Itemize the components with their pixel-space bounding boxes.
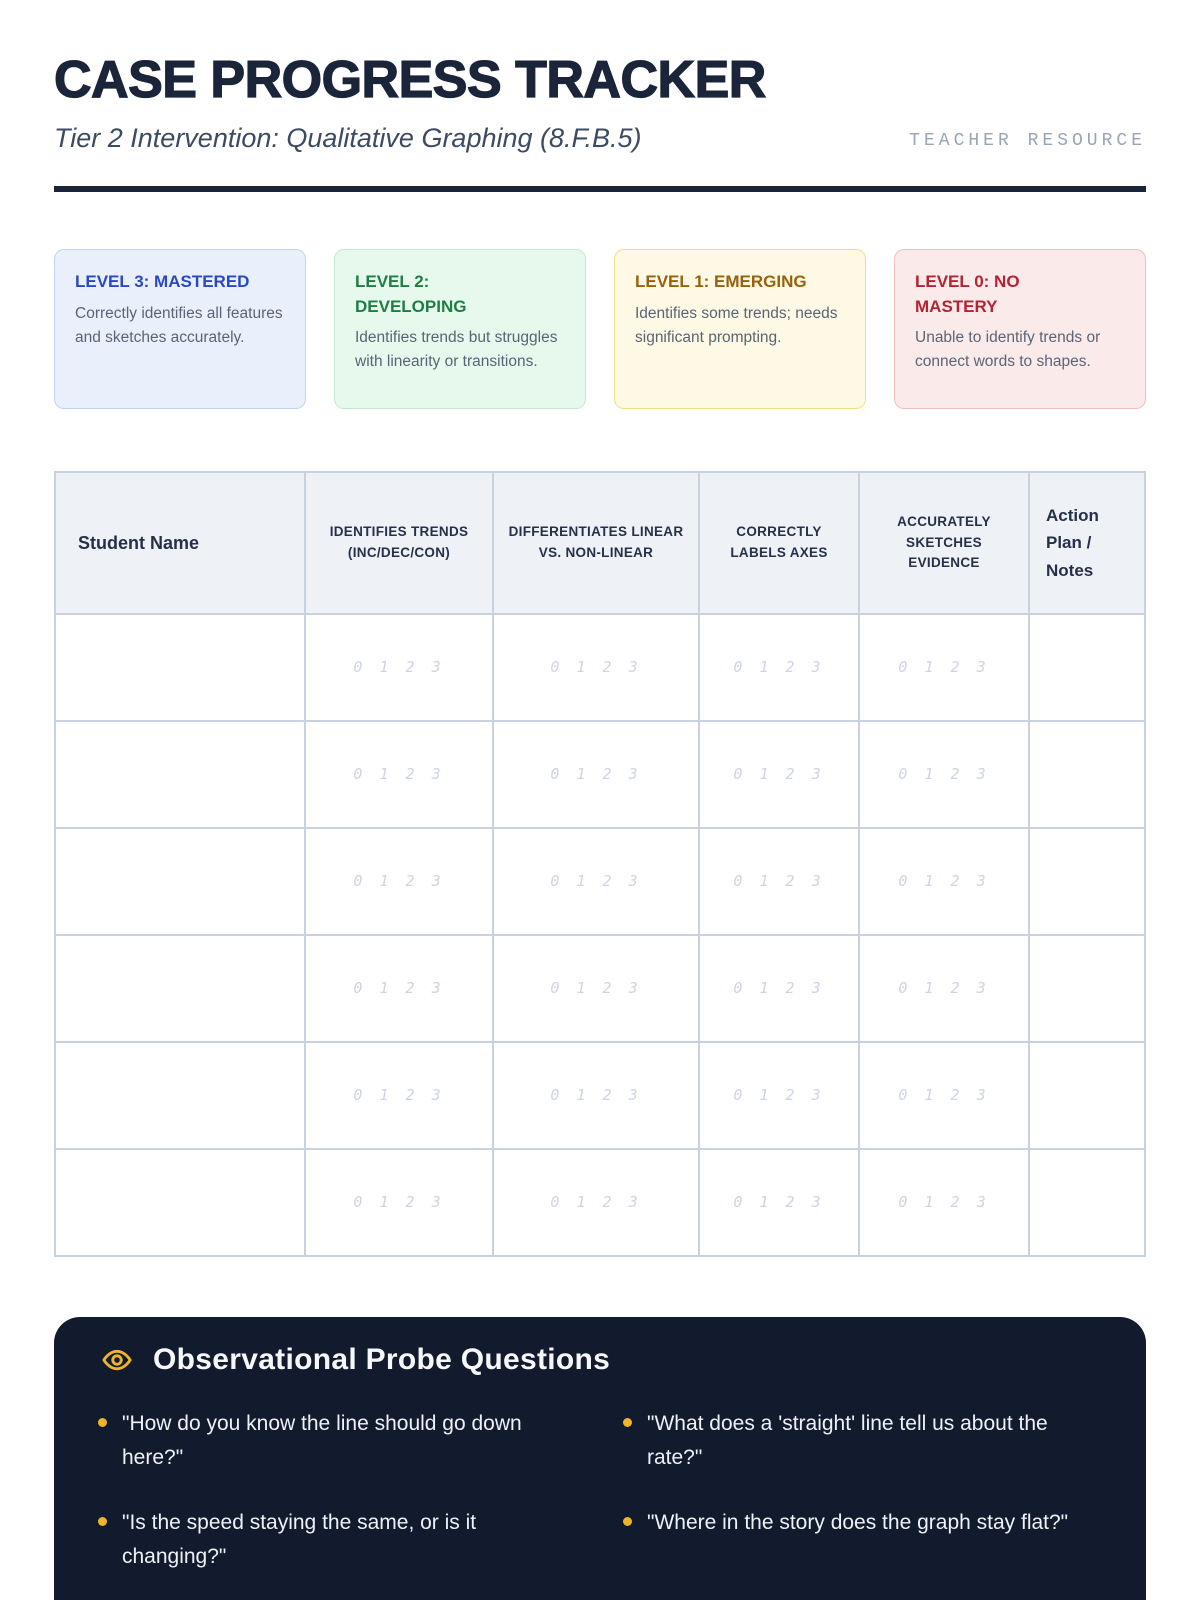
score-options-hint: 0 1 2 3 — [353, 1193, 445, 1211]
rubric-level-description: Unable to identify trends or connect words to shapes. — [915, 329, 1101, 371]
score-options-hint: 0 1 2 3 — [733, 1193, 825, 1211]
probes-header — [98, 1343, 1102, 1377]
table-header — [55, 472, 1145, 614]
score-options-hint: 0 1 2 3 — [353, 658, 445, 676]
probe-questions-panel — [54, 1317, 1146, 1600]
score-cell[interactable] — [493, 721, 699, 828]
score-cell[interactable] — [305, 1042, 493, 1149]
student-name-cell[interactable] — [55, 614, 305, 721]
score-options-hint: 0 1 2 3 — [353, 765, 445, 783]
content — [54, 0, 1146, 1600]
subtitle-row — [54, 123, 1146, 154]
teacher-resource-badge: TEACHER RESOURCE — [909, 131, 1146, 151]
col-sketches-evidence: ACCURATELY SKETCHES EVIDENCE — [859, 472, 1029, 614]
score-cell[interactable] — [493, 935, 699, 1042]
probes-title: Observational Probe Questions — [153, 1343, 611, 1376]
rubric-level-title: LEVEL 0: NO MASTERY — [915, 272, 1020, 316]
score-options-hint: 0 1 2 3 — [353, 872, 445, 890]
score-options-hint: 0 1 2 3 — [550, 979, 642, 997]
rubric-level-title: LEVEL 2: DEVELOPING — [355, 272, 467, 316]
table-row — [55, 614, 1145, 721]
score-cell[interactable] — [859, 828, 1029, 935]
score-cell[interactable] — [493, 1042, 699, 1149]
rubric-level-description: Identifies some trends; needs significant prompting. — [635, 304, 838, 346]
score-options-hint: 0 1 2 3 — [550, 658, 642, 676]
score-cell[interactable] — [859, 614, 1029, 721]
subtitle: Tier 2 Intervention: Qualitative Graphing (8.F.B.5) — [54, 123, 642, 153]
score-cell[interactable] — [859, 935, 1029, 1042]
score-cell[interactable] — [305, 828, 493, 935]
table-row — [55, 1042, 1145, 1149]
table-row — [55, 1149, 1145, 1256]
progress-tracker-table — [54, 471, 1146, 1257]
score-cell[interactable] — [305, 614, 493, 721]
score-options-hint: 0 1 2 3 — [733, 658, 825, 676]
action-plan-notes-cell[interactable] — [1029, 614, 1145, 721]
eye-icon — [98, 1345, 136, 1375]
score-options-hint: 0 1 2 3 — [733, 872, 825, 890]
col-action-plan: Action Plan / Notes — [1029, 472, 1145, 614]
rubric-level-card-1 — [614, 249, 866, 409]
score-options-hint: 0 1 2 3 — [550, 1086, 642, 1104]
bullet-icon — [98, 1418, 107, 1427]
probe-question-text: "What does a 'straight' line tell us about the rate?" — [647, 1412, 1048, 1469]
score-options-hint: 0 1 2 3 — [898, 765, 990, 783]
table-body — [55, 614, 1145, 1256]
probe-question-text: "Is the speed staying the same, or is it changing?" — [122, 1511, 477, 1568]
table-row — [55, 828, 1145, 935]
bullet-icon — [623, 1517, 632, 1526]
probe-question-list — [98, 1407, 1102, 1573]
rubric-legend — [54, 249, 1146, 409]
action-plan-notes-cell[interactable] — [1029, 935, 1145, 1042]
score-cell[interactable] — [699, 828, 859, 935]
score-cell[interactable] — [305, 721, 493, 828]
score-options-hint: 0 1 2 3 — [898, 872, 990, 890]
score-cell[interactable] — [493, 1149, 699, 1256]
probe-question — [623, 1506, 1102, 1573]
score-options-hint: 0 1 2 3 — [733, 1086, 825, 1104]
header-divider — [54, 186, 1146, 192]
rubric-level-card-0 — [894, 249, 1146, 409]
score-cell[interactable] — [859, 1149, 1029, 1256]
score-cell[interactable] — [859, 721, 1029, 828]
score-options-hint: 0 1 2 3 — [733, 979, 825, 997]
action-plan-notes-cell[interactable] — [1029, 1149, 1145, 1256]
page-title: CASE PROGRESS TRACKER — [54, 51, 766, 109]
col-identifies-trends: IDENTIFIES TRENDS (INC/DEC/CON) — [305, 472, 493, 614]
probe-question — [623, 1407, 1102, 1474]
student-name-cell[interactable] — [55, 935, 305, 1042]
rubric-level-card-3 — [54, 249, 306, 409]
score-options-hint: 0 1 2 3 — [898, 1193, 990, 1211]
student-name-cell[interactable] — [55, 1149, 305, 1256]
table-row — [55, 935, 1145, 1042]
score-cell[interactable] — [699, 721, 859, 828]
student-name-cell[interactable] — [55, 1042, 305, 1149]
score-options-hint: 0 1 2 3 — [353, 1086, 445, 1104]
document-header — [54, 51, 1146, 192]
table-header-row — [55, 472, 1145, 614]
score-cell[interactable] — [859, 1042, 1029, 1149]
col-differentiates-linear: DIFFERENTIATES LINEAR VS. NON-LINEAR — [493, 472, 699, 614]
action-plan-notes-cell[interactable] — [1029, 828, 1145, 935]
rubric-level-title: LEVEL 1: EMERGING — [635, 272, 807, 291]
score-options-hint: 0 1 2 3 — [898, 658, 990, 676]
action-plan-notes-cell[interactable] — [1029, 721, 1145, 828]
score-options-hint: 0 1 2 3 — [550, 765, 642, 783]
student-name-cell[interactable] — [55, 721, 305, 828]
bullet-icon — [623, 1418, 632, 1427]
score-options-hint: 0 1 2 3 — [353, 979, 445, 997]
score-options-hint: 0 1 2 3 — [733, 765, 825, 783]
score-cell[interactable] — [699, 935, 859, 1042]
score-options-hint: 0 1 2 3 — [898, 979, 990, 997]
rubric-level-title: LEVEL 3: MASTERED — [75, 272, 250, 291]
score-cell[interactable] — [699, 614, 859, 721]
probe-question — [98, 1506, 577, 1573]
score-options-hint: 0 1 2 3 — [550, 872, 642, 890]
col-student-name: Student Name — [55, 472, 305, 614]
score-cell[interactable] — [699, 1042, 859, 1149]
probe-question-text: "How do you know the line should go down here?" — [122, 1412, 522, 1469]
score-cell[interactable] — [493, 614, 699, 721]
table-row — [55, 721, 1145, 828]
col-labels-axes: CORRECTLY LABELS AXES — [699, 472, 859, 614]
score-cell[interactable] — [305, 1149, 493, 1256]
score-cell[interactable] — [305, 935, 493, 1042]
score-cell[interactable] — [493, 828, 699, 935]
rubric-level-card-2 — [334, 249, 586, 409]
score-options-hint: 0 1 2 3 — [550, 1193, 642, 1211]
score-options-hint: 0 1 2 3 — [898, 1086, 990, 1104]
probe-question — [98, 1407, 577, 1474]
rubric-level-description: Correctly identifies all features and sketches accurately. — [75, 304, 283, 346]
bullet-icon — [98, 1517, 107, 1526]
action-plan-notes-cell[interactable] — [1029, 1042, 1145, 1149]
score-cell[interactable] — [699, 1149, 859, 1256]
probe-question-text: "Where in the story does the graph stay flat?" — [647, 1511, 1069, 1535]
rubric-level-description: Identifies trends but struggles with linearity or transitions. — [355, 329, 558, 371]
student-name-cell[interactable] — [55, 828, 305, 935]
